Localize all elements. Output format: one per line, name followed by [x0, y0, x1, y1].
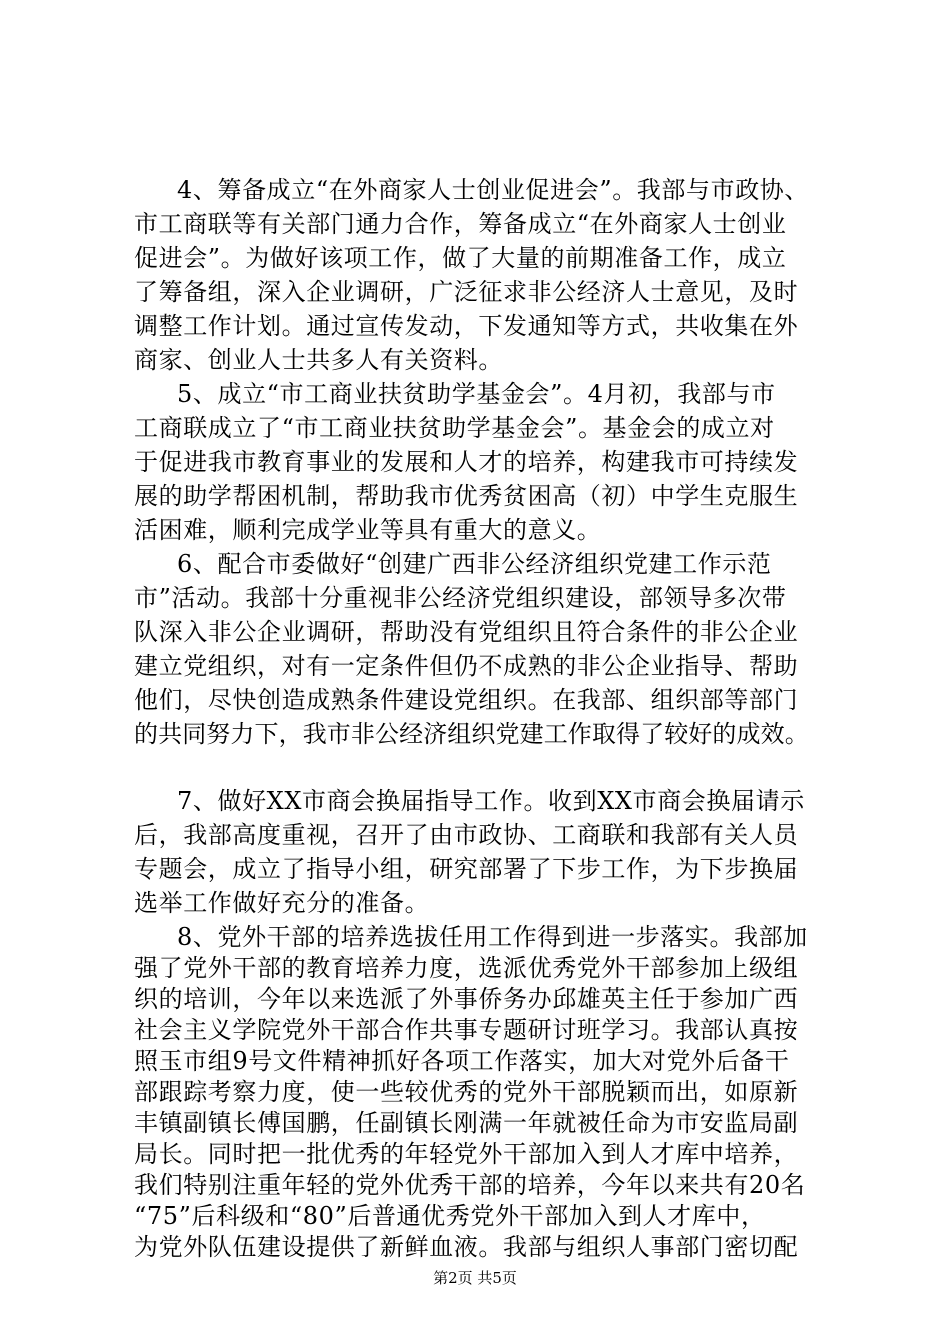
text-line: 他们，尽快创造成熟条件建设党组织。在我部、组织部等部门: [134, 686, 799, 714]
text-line: 强了党外干部的教育培养力度，选派优秀党外干部参加上级组: [134, 954, 799, 982]
text-line: 社会主义学院党外干部合作共事专题研讨班学习。我部认真按: [134, 1016, 799, 1044]
text-line: “75”后科级和“80”后普通优秀党外干部加入到人才库中，: [134, 1202, 766, 1230]
text-line: 市工商联等有关部门通力合作，筹备成立“在外商家人士创业: [134, 210, 787, 238]
page-footer: 第2页 共5页: [433, 1269, 517, 1287]
text-line: 于促进我市教育事业的发展和人才的培养，构建我市可持续发: [134, 448, 799, 476]
text-line: 建立党组织，对有一定条件但仍不成熟的非公企业指导、帮助: [134, 652, 799, 680]
text-line: 专题会，成立了指导小组，研究部署了下步工作，为下步换届: [134, 855, 799, 883]
text-line: 7、做好XX市商会换届指导工作。收到XX市商会换届请示: [177, 787, 805, 815]
text-line: 织的培训，今年以来选派了外事侨务办邱雄英主任于参加广西: [134, 985, 799, 1013]
text-line: 部跟踪考察力度，使一些较优秀的党外干部脱颖而出，如原新: [134, 1078, 799, 1106]
text-line: 市”活动。我部十分重视非公经济党组织建设，部领导多次带: [134, 584, 787, 612]
text-line: 8、党外干部的培养选拔任用工作得到进一步落实。我部加: [177, 923, 808, 951]
text-line: 我们特别注重年轻的党外优秀干部的培养，今年以来共有20名: [134, 1171, 806, 1199]
text-line: 丰镇副镇长傅国鹏，任副镇长刚满一年就被任命为市安监局副: [134, 1109, 799, 1137]
text-line: 促进会”。为做好该项工作，做了大量的前期准备工作，成立: [134, 244, 787, 272]
text-line: 调整工作计划。通过宣传发动，下发通知等方式，共收集在外: [134, 312, 799, 340]
text-line: 照玉市组9号文件精神抓好各项工作落实，加大对党外后备干: [134, 1047, 790, 1075]
text-line: 的共同努力下，我市非公经济组织党建工作取得了较好的成效。: [134, 720, 809, 748]
text-line: 了筹备组，深入企业调研，广泛征求非公经济人士意见，及时: [134, 278, 799, 306]
text-line: 活困难，顺利完成学业等具有重大的意义。: [134, 516, 602, 544]
text-line: 队深入非公企业调研，帮助没有党组织且符合条件的非公企业: [134, 618, 799, 646]
text-line: 选举工作做好充分的准备。: [134, 889, 430, 917]
text-line: 商家、创业人士共多人有关资料。: [134, 346, 503, 374]
text-line: 为党外队伍建设提供了新鲜血液。我部与组织人事部门密切配: [134, 1233, 799, 1261]
text-line: 局长。同时把一批优秀的年轻党外干部加入到人才库中培养，: [134, 1140, 799, 1168]
text-line: 4、筹备成立“在外商家人士创业促进会”。我部与市政协、: [177, 176, 810, 204]
text-line: 6、配合市委做好“创建广西非公经济组织党建工作示范: [177, 550, 772, 578]
text-line: 工商联成立了“市工商业扶贫助学基金会”。基金会的成立对: [134, 414, 775, 442]
text-line: 5、成立“市工商业扶贫助学基金会”。4月初，我部与市: [177, 380, 776, 408]
text-line: 展的助学帮困机制，帮助我市优秀贫困高（初）中学生克服生: [134, 482, 799, 510]
text-line: 后，我部高度重视，召开了由市政协、工商联和我部有关人员: [134, 821, 799, 849]
